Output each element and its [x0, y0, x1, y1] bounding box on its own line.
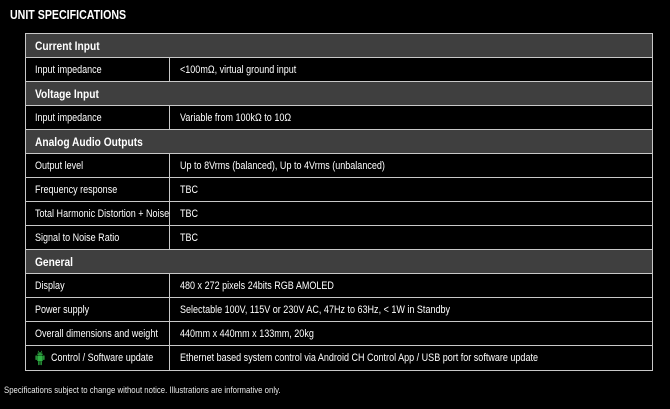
android-icon — [33, 350, 47, 366]
spec-value-cell — [170, 226, 652, 249]
spec-value-cell — [170, 346, 652, 370]
table-row-control-software-update — [26, 346, 652, 370]
table-row — [26, 202, 652, 226]
spec-label: Display — [35, 279, 65, 292]
spec-value-cell — [170, 274, 652, 297]
spec-value: Up to 8Vrms (balanced), Up to 4Vrms (unbalanced) — [180, 159, 385, 172]
spec-label: Total Harmonic Distortion + Noise — [35, 207, 170, 220]
spec-value-cell — [170, 202, 652, 225]
spec-value-cell — [170, 154, 652, 177]
spec-label-cell — [26, 226, 170, 249]
table-row — [26, 226, 652, 250]
section-header — [26, 82, 652, 105]
spec-value-cell — [170, 322, 652, 345]
spec-label: Output level — [35, 159, 84, 172]
table-row — [26, 298, 652, 322]
spec-label: Input impedance — [35, 63, 102, 76]
table-row — [26, 322, 652, 346]
spec-value: Ethernet based system control via Android CH Control App / USB port for software update — [180, 352, 538, 364]
spec-label-cell — [26, 58, 170, 81]
spec-label: Input impedance — [35, 111, 102, 124]
spec-label: Power supply — [35, 303, 90, 316]
spec-value: TBC — [180, 231, 199, 244]
spec-label-cell — [26, 154, 170, 177]
spec-label: Control / Software update — [51, 352, 154, 364]
spec-value: 480 x 272 pixels 24bits RGB AMOLED — [180, 279, 334, 292]
section-header — [26, 250, 652, 273]
table-row — [26, 106, 652, 130]
table-row — [26, 154, 652, 178]
footer-note-text: Specifications subject to change without notice. Illustrations are informative only. — [4, 385, 281, 396]
table-row — [26, 274, 652, 298]
spec-label: Signal to Noise Ratio — [35, 231, 120, 244]
spec-label-cell — [26, 322, 170, 345]
spec-value: Selectable 100V, 115V or 230V AC, 47Hz to 63Hz, < 1W in Standby — [180, 303, 451, 316]
spec-label-cell — [26, 274, 170, 297]
section-row-voltage-input — [26, 82, 652, 106]
spec-label-cell — [26, 346, 170, 370]
table-row — [26, 58, 652, 82]
spec-label-cell — [26, 298, 170, 321]
page-title-text: UNIT SPECIFICATIONS — [10, 8, 127, 22]
table-row — [26, 178, 652, 202]
spec-value-cell — [170, 178, 652, 201]
section-header — [26, 34, 652, 57]
section-header-label: General — [35, 254, 73, 269]
spec-value-cell — [170, 106, 652, 129]
spec-value: TBC — [180, 207, 199, 220]
section-row-current-input — [26, 34, 652, 58]
spec-value-cell — [170, 298, 652, 321]
spec-label-cell — [26, 106, 170, 129]
spec-value: Variable from 100kΩ to 10Ω — [180, 111, 292, 124]
footer-note — [4, 385, 341, 396]
spec-value: TBC — [180, 183, 199, 196]
section-header — [26, 130, 652, 153]
section-header-label: Voltage Input — [35, 86, 99, 101]
spec-value: 440mm x 440mm x 133mm, 20kg — [180, 327, 314, 340]
section-header-label: Analog Audio Outputs — [35, 134, 143, 149]
spec-label-cell — [26, 202, 170, 225]
spec-label: Overall dimensions and weight — [35, 327, 158, 340]
section-row-general — [26, 250, 652, 274]
spec-label-cell — [26, 178, 170, 201]
spec-label: Frequency response — [35, 183, 118, 196]
spec-value: <100mΩ, virtual ground input — [180, 63, 297, 76]
section-header-label: Current Input — [35, 38, 100, 53]
spec-value-cell — [170, 58, 652, 81]
specifications-table — [25, 33, 653, 371]
page-title — [10, 8, 147, 22]
section-row-analog-audio-outputs — [26, 130, 652, 154]
